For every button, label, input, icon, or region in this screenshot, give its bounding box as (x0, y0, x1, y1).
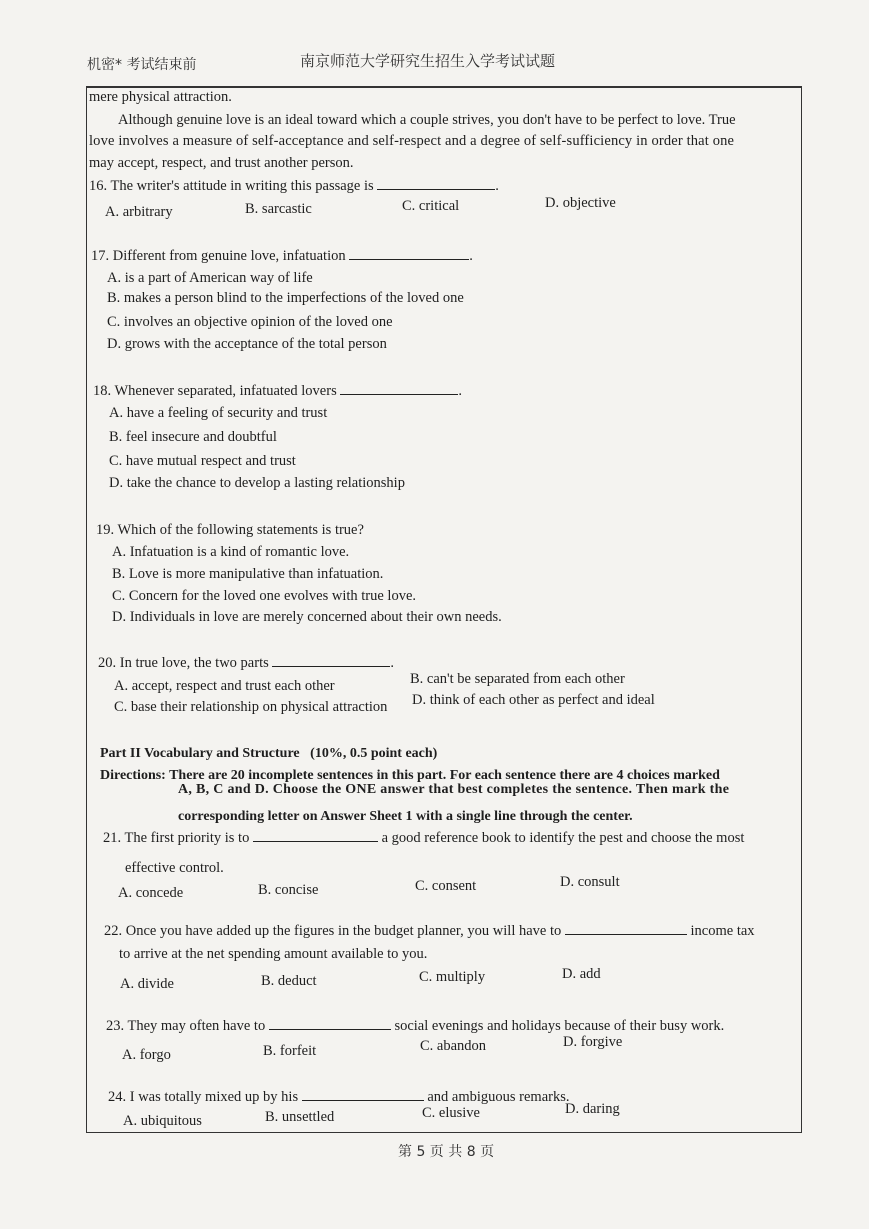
option-d: D. Individuals in love are merely concerned about their own needs. (112, 609, 502, 625)
option-d: D. grows with the acceptance of the total person (107, 336, 387, 352)
punct: . (458, 383, 462, 399)
option-c: C. Concern for the loved one evolves with true love. (112, 588, 417, 604)
question-stem-rest: social evenings and holidays because of their busy work. (394, 1018, 725, 1034)
answer-blank (253, 829, 378, 842)
question-stem: 18. Whenever separated, infatuated lovers (93, 383, 337, 399)
confidential-label: 机密* 考试结束前 (87, 57, 197, 73)
answer-blank (377, 177, 495, 190)
option-c: C. have mutual respect and trust (109, 453, 296, 469)
answer-blank (302, 1088, 424, 1101)
option-b: B. sarcastic (245, 201, 312, 217)
option-d: D. forgive (563, 1034, 623, 1050)
option-a: A. accept, respect and trust each other (114, 678, 335, 694)
question-stem: 23. They may often have to (106, 1018, 266, 1034)
option-b: B. can't be separated from each other (410, 671, 625, 687)
question-stem-rest: a good reference book to identify the pest and choose the most (381, 830, 745, 846)
option-d: D. consult (560, 874, 620, 890)
option-c: C. involves an objective opinion of the loved one (107, 314, 393, 330)
option-a: A. divide (120, 976, 174, 992)
answer-blank (349, 247, 469, 260)
option-b: B. makes a person blind to the imperfections of the loved one (107, 290, 464, 306)
punct: . (469, 248, 473, 264)
option-b: B. deduct (261, 973, 317, 989)
answer-blank (272, 654, 390, 667)
option-c: C. elusive (422, 1105, 480, 1121)
option-a: A. forgo (122, 1047, 171, 1063)
option-d: D. think of each other as perfect and ideal (412, 692, 655, 708)
option-b: B. feel insecure and doubtful (109, 429, 277, 445)
question-stem: 22. Once you have added up the figures in the budget planner, you will have to (104, 923, 562, 939)
question-stem: 19. Which of the following statements is true? (96, 522, 364, 538)
exam-title: 南京师范大学研究生招生入学考试试题 (300, 52, 556, 70)
passage-line: Although genuine love is an ideal toward which a couple strives, you don't have to be perfect to love. True (118, 112, 736, 128)
answer-blank (269, 1017, 391, 1030)
question-stem: 21. The first priority is to (103, 830, 250, 846)
option-c: C. base their relationship on physical attraction (114, 699, 388, 715)
passage-line: mere physical attraction. (89, 89, 232, 105)
punct: . (390, 655, 394, 671)
passage-line: may accept, respect, and trust another person. (89, 155, 354, 171)
option-b: B. Love is more manipulative than infatuation. (112, 566, 384, 582)
question-stem-rest: income tax (690, 923, 755, 939)
answer-blank (340, 382, 458, 395)
option-a: A. concede (118, 885, 184, 901)
question-stem: 24. I was totally mixed up by his (108, 1089, 299, 1105)
option-b: B. forfeit (263, 1043, 317, 1059)
directions-line: There are 20 incomplete sentences in this part. For each sentence there are 4 choices marked (169, 768, 720, 783)
answer-blank (565, 922, 687, 935)
passage-line: love involves a measure of self-acceptance and self-respect and a degree of self-sufficiency in order that one (89, 133, 735, 149)
option-a: A. Infatuation is a kind of romantic love. (112, 544, 350, 560)
option-b: B. concise (258, 882, 319, 898)
page-number: 第 5 页 共 8 页 (398, 1144, 495, 1160)
question-stem: 20. In true love, the two parts (98, 655, 269, 671)
question-stem: 17. Different from genuine love, infatuation (91, 248, 346, 264)
option-a: A. ubiquitous (123, 1113, 202, 1129)
option-b: B. unsettled (265, 1109, 335, 1125)
option-d: D. daring (565, 1101, 620, 1117)
option-c: C. abandon (420, 1038, 487, 1054)
directions-line: A, B, C and D. Choose the ONE answer that best completes the sentence. Then mark the (178, 782, 730, 797)
option-a: A. have a feeling of security and trust (109, 405, 328, 421)
option-c: C. multiply (419, 969, 486, 985)
option-d: D. add (562, 966, 601, 982)
directions-label: Directions: (100, 768, 166, 783)
question-continuation: effective control. (125, 860, 224, 876)
option-c: C. consent (415, 878, 477, 894)
question-stem: 16. The writer's attitude in writing this passage is (89, 178, 374, 194)
option-c: C. critical (402, 198, 460, 214)
question-stem-rest: and ambiguous remarks. (427, 1089, 570, 1105)
question-continuation: to arrive at the net spending amount available to you. (119, 946, 428, 962)
part-score: (10%, 0.5 point each) (310, 746, 438, 761)
punct: . (495, 178, 499, 194)
directions-line: corresponding letter on Answer Sheet 1 with a single line through the center. (178, 809, 633, 824)
option-d: D. objective (545, 195, 616, 211)
option-d: D. take the chance to develop a lasting relationship (109, 475, 405, 491)
option-a: A. arbitrary (105, 204, 173, 220)
part-title: Part II Vocabulary and Structure (100, 746, 300, 761)
option-a: A. is a part of American way of life (107, 270, 313, 286)
